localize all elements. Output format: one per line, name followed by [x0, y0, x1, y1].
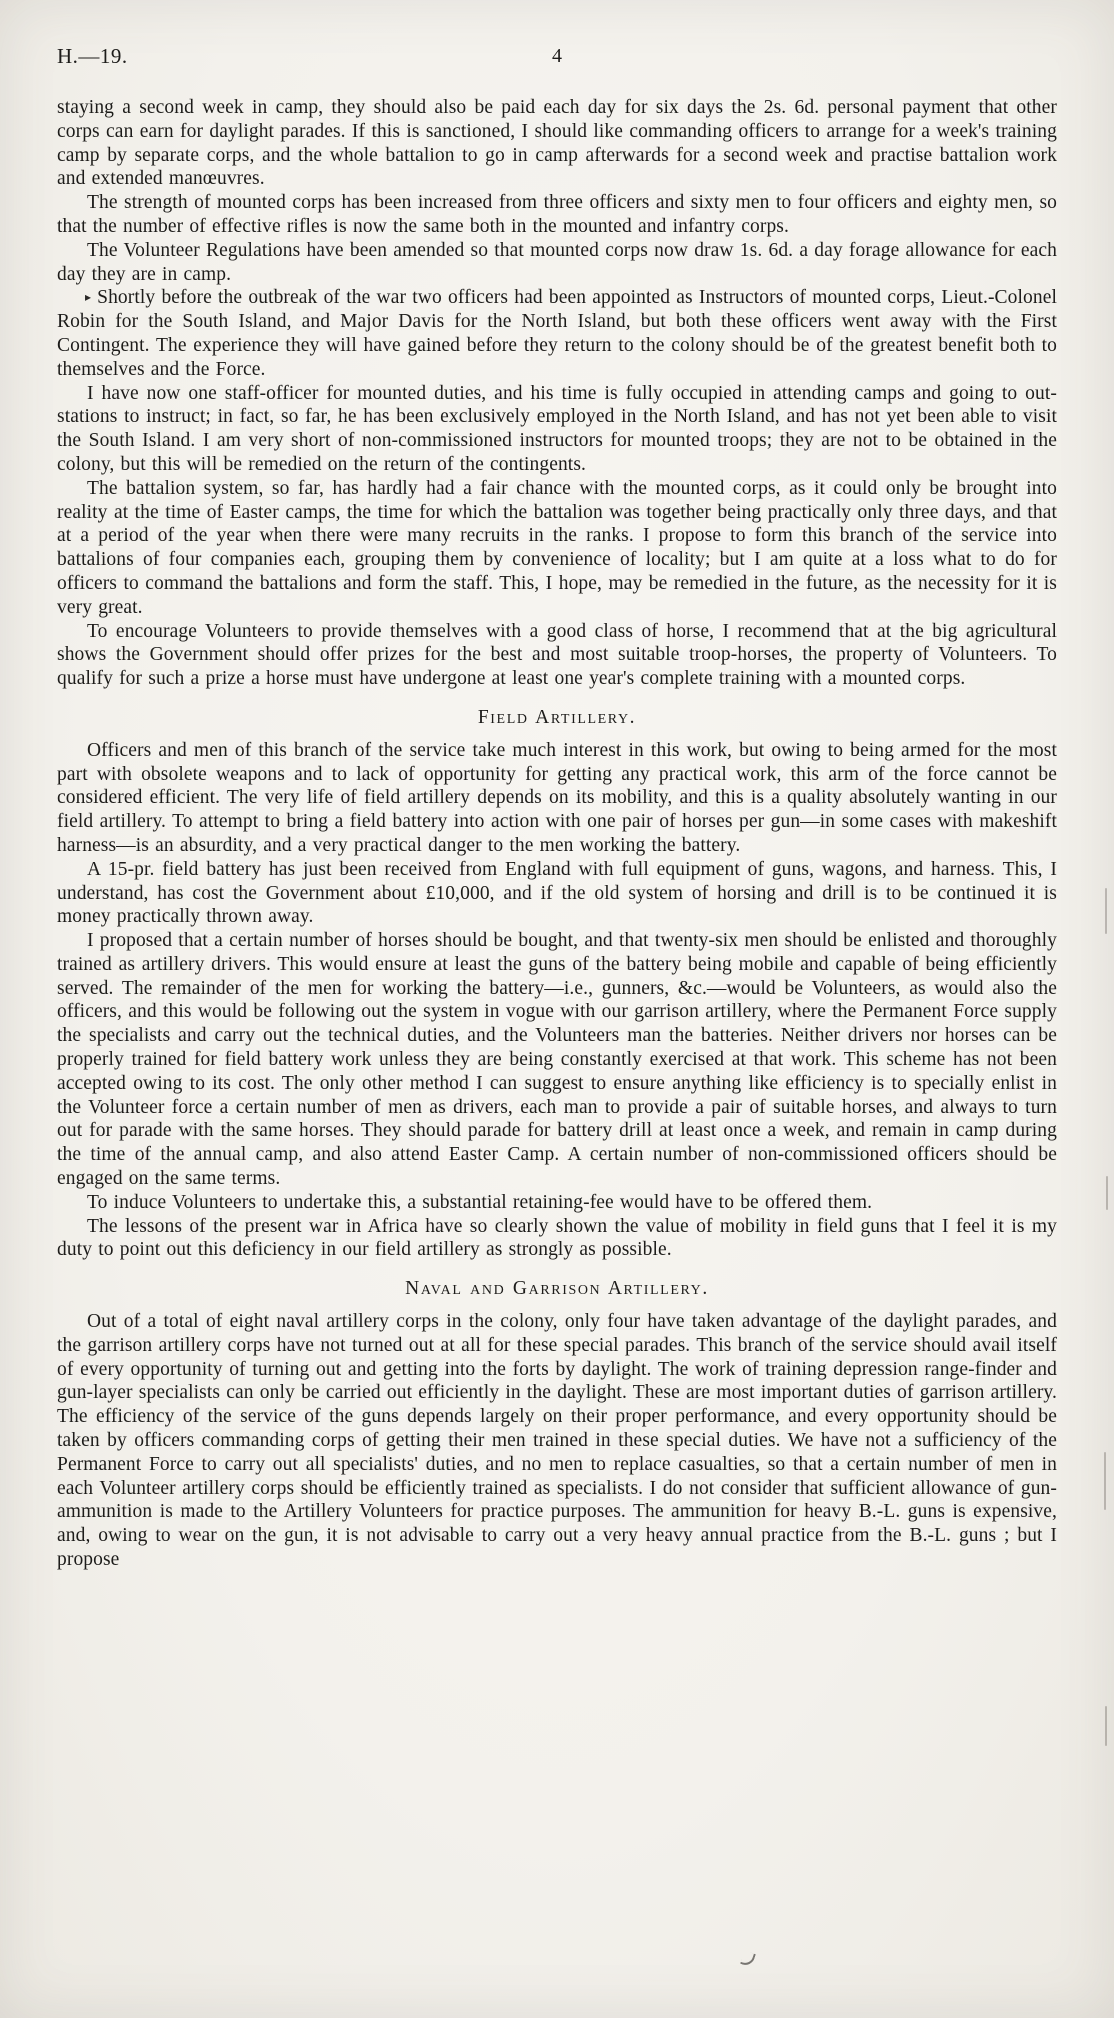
scan-artifact	[1105, 888, 1107, 934]
paragraph-mounted-corps-strength: The strength of mounted corps has been increased from three officers and sixty men to four officers and eighty men, so that the number of effective rifles is now the same both in the mounted and infantry corps.	[57, 192, 1057, 237]
paragraph-lessons-of-war: The lessons of the present war in Africa have so clearly shown the value of mobility in field guns that I feel it is my duty to point out this deficiency in our field artillery as strongly as possible.	[57, 1215, 1057, 1261]
paragraph-staff-officer: I have now one staff-officer for mounted duties, and his time is fully occupied in attending camps and going to out-stations to instruct; in fact, so far, he has been exclusively employed in the North Island, and has not yet been able to visit the South Island. I am very short of non-commissioned instructors for mounted troops; they are not to be obtained in the colony, but this will be remedied on the return of the contingents.	[57, 382, 1057, 475]
paragraph-artillery-drivers-proposal: I proposed that a certain number of horses should be bought, and that twenty-six men should be enlisted and thoroughly trained as artillery drivers. This would ensure at least the guns of the battery being mobile and capable of being efficiently served. The remainder of the men for working the battery—i.e., gunners, &c.—would be Volunteers, as would also the officers, and this would be following out the system in vogue with our garrison artillery, where the Permanent Force supply the specialists and carry out the technical duties, and the Volunteers man the batteries. Neither drivers nor horses can be properly trained for field battery work unless they are being constantly exercised at that work. This scheme has not been accepted owing to its cost. The only other method I can suggest to ensure anything like efficiency is to specially enlist in the Volunteer force a certain number of men as drivers, each man to provide a pair of suitable horses, and always to turn out for parade with the same horses. They should parade for battery drill at least once a week, and remain in camp during the time of the annual camp, and also attend Easter Camp. A certain number of non-commissioned officers should be engaged on the same terms.	[57, 930, 1057, 1190]
paragraph-field-artillery-efficiency: Officers and men of this branch of the service take much interest in this work, but owing to being armed for the most part with obsolete weapons and to lack of opportunity for getting any practical work, this arm of the force cannot be considered efficient. The very life of field artillery depends on its mobility, and this is a quality absolutely wanting in our field artillery. To attempt to bring a field battery into action with one pair of horses per gun—in some cases with makeshift harness—is an absurdity, and a very practical danger to the men working the battery.	[57, 739, 1057, 856]
paragraph-naval-garrison-artillery: Out of a total of eight naval artillery corps in the colony, only four have taken advantage of the daylight parades, and the garrison artillery corps have not turned out at all for these special parades. This branch of the service should avail itself of every opportunity of turning out and getting into the forts by daylight. The work of training depression range-finder and gun-layer specialists can only be carried out efficiently in the daylight. These are most important duties of garrison artillery. The efficiency of the service of the guns depends largely on their proper performance, and every opportunity should be taken by officers commanding corps of getting their men trained in these special duties. We have not a sufficiency of the Permanent Force to carry out all specialists' duties, and no men to replace casualties, so that a certain number of men in each Volunteer artillery corps should be efficiently trained as specialists. I do not consider that sufficient allowance of gun-ammunition is made to the Artillery Volunteers for practice purposes. The ammunition for heavy B.-L. guns is expensive, and, owing to wear on the gun, it is not advisable to carry out a very heavy annual practice from the B.-L. guns ; but I propose	[57, 1311, 1057, 1571]
paragraph-continuation: staying a second week in camp, they should also be paid each day for six days the 2s. 6d. personal payment that other corps can earn for daylight parades. If this is sanctioned, I should like commanding officers to arrange for a week's training camp by separate corps, and the whole battalion to go in camp afterwards for a second week and practise battalion work and extended manœuvres.	[57, 97, 1057, 190]
paragraph-battalion-system: The battalion system, so far, has hardly had a fair chance with the mounted corps, as it could only be brought into reality at the time of Easter camps, the time for which the battalion was together being practically only three days, and that at a period of the year when there were many recruits in the ranks. I propose to form this branch of the service into battalions of four companies each, grouping them by convenience of locality; but I am quite at a loss what to do for officers to command the battalions and form the staff. This, I hope, may be remedied in the future, as the necessity for it is very great.	[57, 477, 1057, 618]
ink-mark	[740, 1950, 756, 1967]
scan-artifact	[1105, 1706, 1107, 1746]
scan-artifact	[1104, 1452, 1106, 1510]
heading-field-artillery: Field Artillery.	[477, 706, 637, 728]
page-header	[57, 44, 1057, 78]
paragraph-volunteer-regulations: The Volunteer Regulations have been amended so that mounted corps now draw 1s. 6d. a day forage allowance for each day they are in camp.	[57, 239, 1057, 285]
page-number: 4	[552, 45, 562, 67]
scan-artifact	[1106, 1176, 1108, 1210]
heading-naval-garrison-artillery: Naval and Garrison Artillery.	[405, 1278, 709, 1300]
paragraph-15pr-battery: A 15-pr. field battery has just been received from England with full equipment of guns, wagons, and harness. This, I understand, has cost the Government about £10,000, and if the old system of horsing and drill is to be continued it is money practically thrown away.	[57, 858, 1057, 928]
document-body	[57, 96, 1057, 1572]
printer-mark-icon: ▸	[85, 290, 92, 305]
document-reference: H.—19.	[57, 44, 128, 68]
paragraph-retaining-fee: To induce Volunteers to undertake this, a substantial retaining-fee would have to be offered them.	[87, 1191, 873, 1213]
paragraph-instructors	[57, 286, 1057, 381]
paragraph-text: Shortly before the outbreak of the war two officers had been appointed as Instructors of mounted corps, Lieut.-Colonel Robin for the South Island, and Major Davis for the North Island, but both these officers went away with the First Contingent. The experience they will have gained before they return to the colony should be of the greatest benefit both to themselves and the Force.	[57, 287, 1057, 380]
paragraph-troop-horses-prizes: To encourage Volunteers to provide themselves with a good class of horse, I recommend that at the big agricultural shows the Government should offer prizes for the best and most suitable troop-horses, the property of Volunteers. To qualify for such a prize a horse must have undergone at least one year's complete training with a mounted corps.	[57, 620, 1057, 690]
